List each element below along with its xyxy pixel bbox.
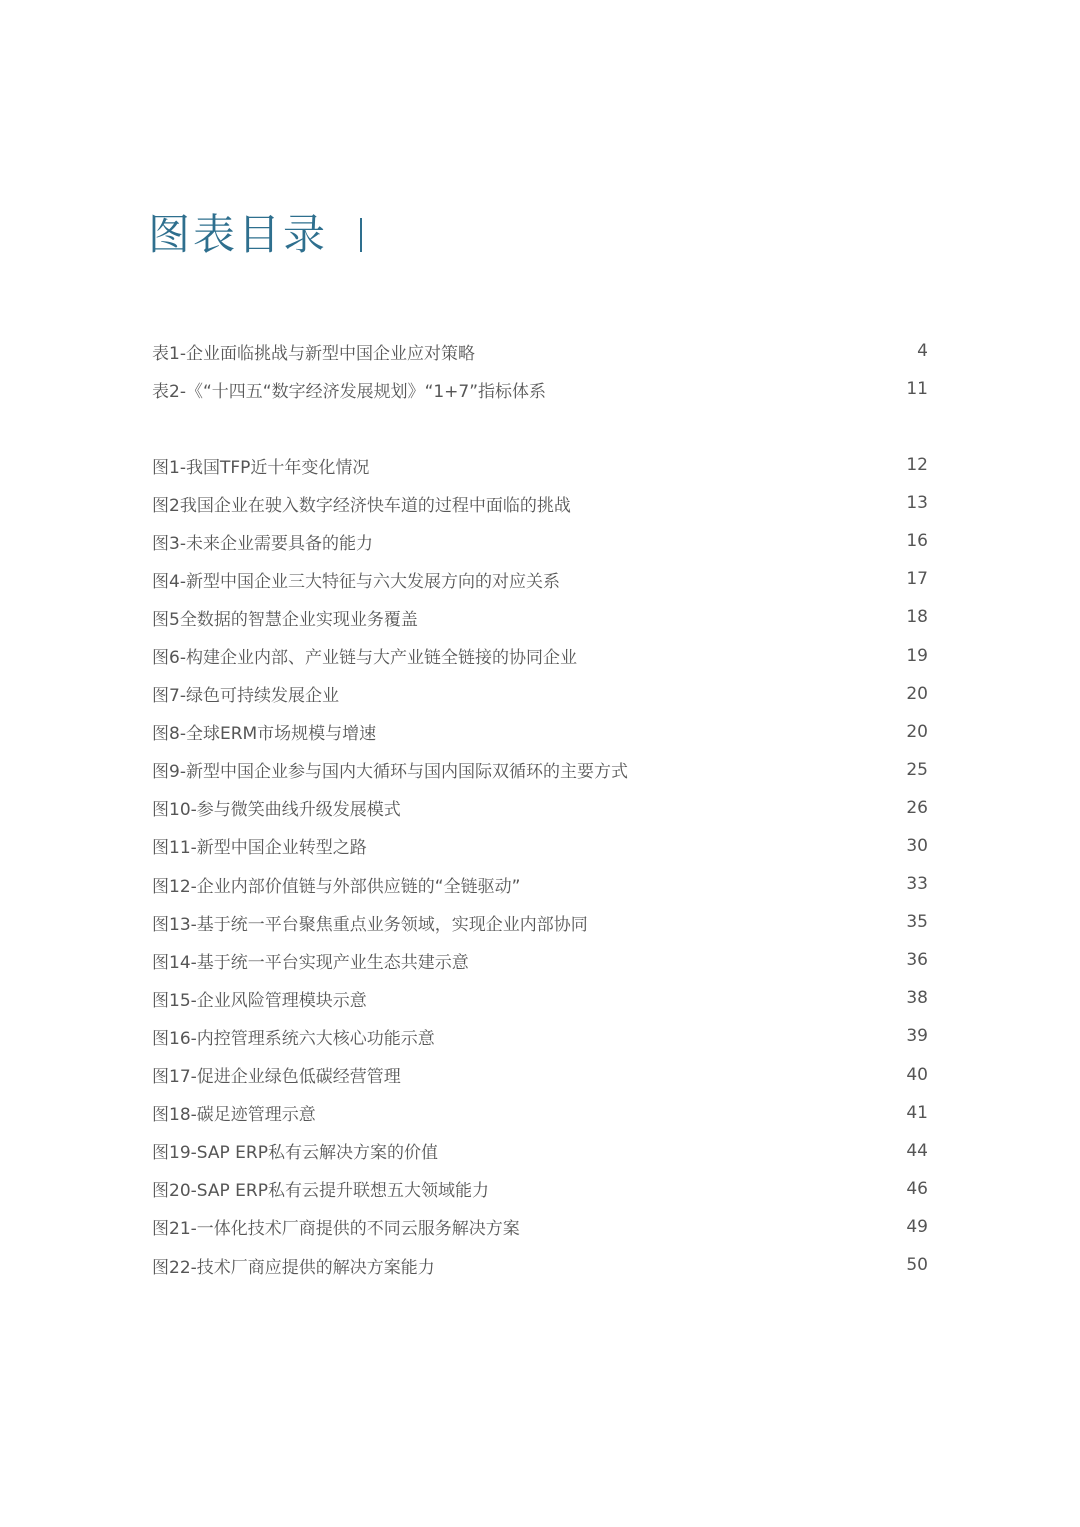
toc-entry-page: 30: [906, 835, 928, 856]
toc-entry-figure[interactable]: [152, 941, 928, 979]
page-title: 图表目录: [148, 210, 329, 259]
toc-entry-label: 图11-新型中国企业转型之路: [152, 838, 367, 859]
toc-entry-label: 图10-参与微笑曲线升级发展模式: [152, 800, 401, 821]
toc-entry-label: 图14-基于统一平台实现产业生态共建示意: [152, 952, 469, 973]
toc-entry-page: 13: [906, 493, 928, 514]
title-divider: [360, 218, 362, 252]
toc-entry-label: 图9-新型中国企业参与国内大循环与国内国际双循环的主要方式: [152, 762, 628, 783]
toc-entry-figure[interactable]: [152, 751, 928, 789]
toc-entry-label: 图4-新型中国企业三大特征与六大发展方向的对应关系: [152, 571, 560, 592]
toc-entry-label: 表1-企业面临挑战与新型中国企业应对策略: [152, 343, 475, 364]
toc-entry-label: 图12-企业内部价值链与外部供应链的“全链驱动”: [152, 876, 521, 897]
toc-entry-page: 17: [906, 569, 928, 590]
toc-entry-page: 41: [906, 1102, 928, 1123]
toc-entry-page: 38: [906, 988, 928, 1009]
toc-entry-label: 图2我国企业在驶入数字经济快车道的过程中面临的挑战: [152, 495, 571, 516]
toc-entry-figure[interactable]: [152, 1017, 928, 1055]
toc-entry-label: 图1-我国TFP近十年变化情况: [152, 457, 370, 478]
toc-entry-figure[interactable]: [152, 979, 928, 1017]
toc-entry-page: 11: [906, 379, 928, 400]
toc-entry-label: 图20-SAP ERP私有云提升联想五大领域能力: [152, 1181, 489, 1202]
figure-list: [152, 446, 928, 1284]
toc-entry-page: 39: [906, 1026, 928, 1047]
toc-entry-label: 图8-全球ERM市场规模与增速: [152, 724, 377, 745]
toc-entry-page: 35: [906, 912, 928, 933]
toc-entry-page: 19: [906, 645, 928, 666]
toc-entry-figure[interactable]: [152, 1208, 928, 1246]
toc-entry-page: 25: [906, 759, 928, 780]
toc-entry-figure[interactable]: [152, 713, 928, 751]
toc-entry-page: 4: [917, 341, 928, 362]
toc-entry-label: 图18-碳足迹管理示意: [152, 1105, 316, 1126]
toc-entry-page: 26: [906, 797, 928, 818]
toc-entry-page: 20: [906, 721, 928, 742]
toc-entry-label: 图17-促进企业绿色低碳经营管理: [152, 1067, 401, 1088]
toc-entry-page: 18: [906, 607, 928, 628]
toc-entry-label: 表2-《“十四五“数字经济发展规划》“1+7”指标体系: [152, 381, 547, 402]
toc-entry-figure[interactable]: [152, 522, 928, 560]
toc-entry-figure[interactable]: [152, 675, 928, 713]
toc-entry-figure[interactable]: [152, 1056, 928, 1094]
toc-entry-page: 20: [906, 683, 928, 704]
toc-entry-figure[interactable]: [152, 789, 928, 827]
toc-entry-label: 图13-基于统一平台聚焦重点业务领域，实现企业内部协同: [152, 914, 588, 935]
toc-entry-label: 图6-构建企业内部、产业链与大产业链全链接的协同企业: [152, 648, 577, 669]
toc-entry-page: 46: [906, 1178, 928, 1199]
toc-entry-page: 40: [906, 1064, 928, 1085]
toc-entry-label: 图7-绿色可持续发展企业: [152, 686, 339, 707]
toc-entry-table[interactable]: [152, 370, 928, 408]
toc-entry-figure[interactable]: [152, 598, 928, 636]
toc-entry-figure[interactable]: [152, 865, 928, 903]
toc-entry-figure[interactable]: [152, 560, 928, 598]
toc-entry-figure[interactable]: [152, 1132, 928, 1170]
toc-entry-label: 图16-内控管理系统六大核心功能示意: [152, 1028, 435, 1049]
toc-entry-figure[interactable]: [152, 636, 928, 674]
toc-entry-figure[interactable]: [152, 484, 928, 522]
toc-entry-page: 12: [906, 455, 928, 476]
toc-entry-label: 图19-SAP ERP私有云解决方案的价值: [152, 1143, 438, 1164]
toc-entry-label: 图21-一体化技术厂商提供的不同云服务解决方案: [152, 1219, 520, 1240]
toc-entry-label: 图3-未来企业需要具备的能力: [152, 533, 373, 554]
toc-entry-figure[interactable]: [152, 1246, 928, 1284]
toc-entry-page: 50: [906, 1255, 928, 1276]
toc-entry-figure[interactable]: [152, 903, 928, 941]
toc-entry-table[interactable]: [152, 332, 928, 370]
table-list: [152, 332, 928, 408]
toc-entry-figure[interactable]: [152, 1094, 928, 1132]
toc-entry-label: 图15-企业风险管理模块示意: [152, 990, 367, 1011]
toc-entry-figure[interactable]: [152, 827, 928, 865]
toc-entry-label: 图22-技术厂商应提供的解决方案能力: [152, 1257, 435, 1278]
toc-entry-page: 16: [906, 531, 928, 552]
toc-entry-page: 36: [906, 950, 928, 971]
toc-entry-page: 33: [906, 874, 928, 895]
toc-entry-page: 49: [906, 1216, 928, 1237]
toc-entry-page: 44: [906, 1140, 928, 1161]
toc-entry-figure[interactable]: [152, 1170, 928, 1208]
toc-entry-label: 图5全数据的智慧企业实现业务覆盖: [152, 609, 418, 630]
page-header: [148, 205, 362, 265]
toc-entry-figure[interactable]: [152, 446, 928, 484]
